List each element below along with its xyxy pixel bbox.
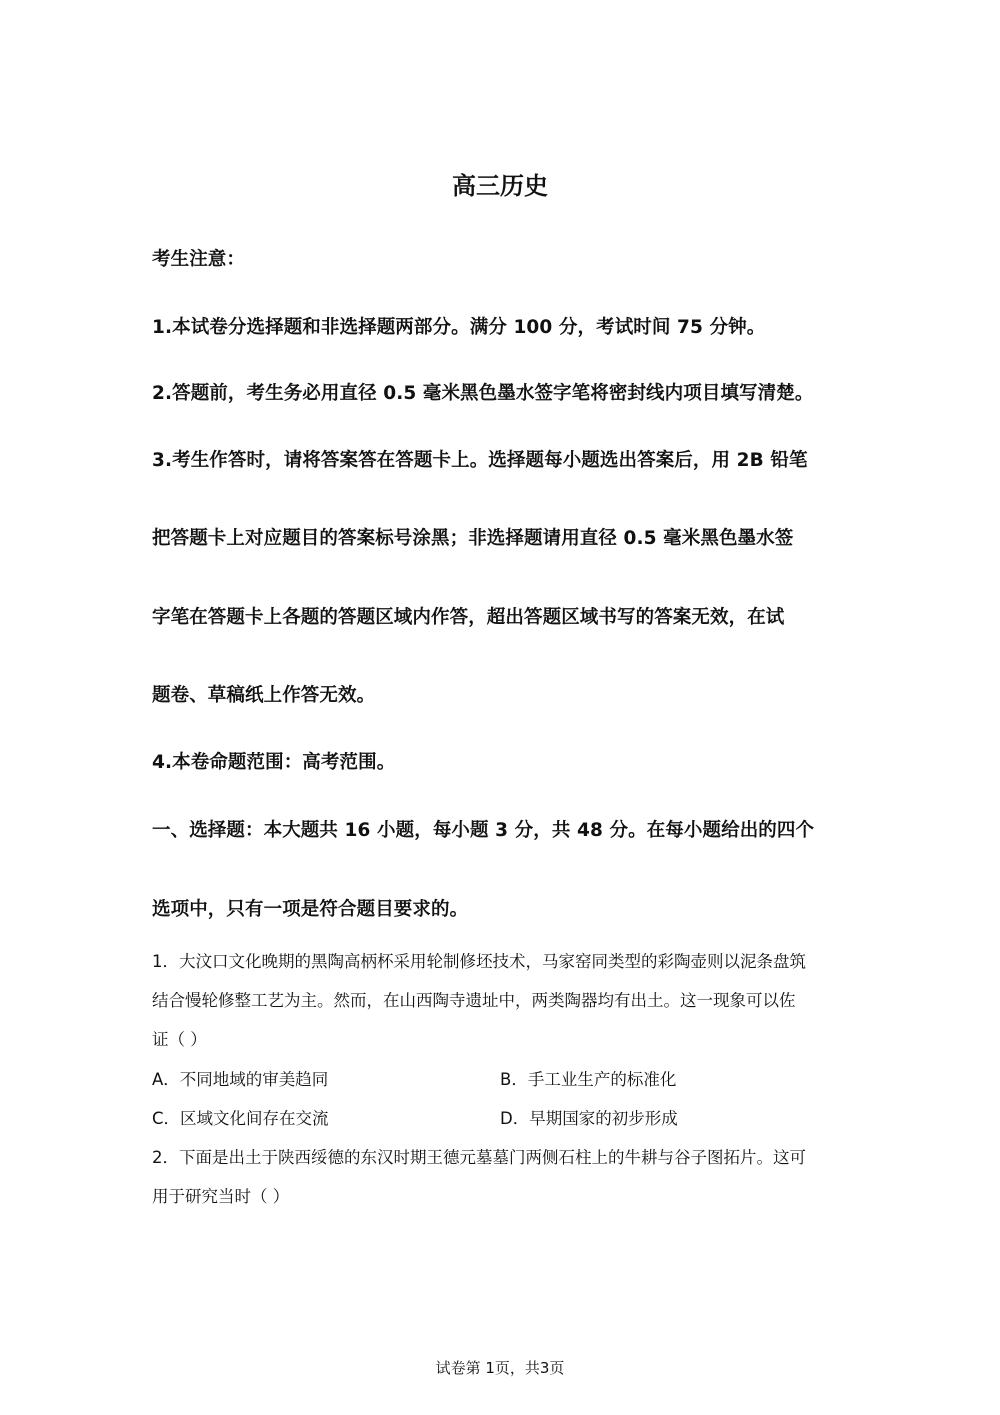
notice-item-1: 1.本试卷分选择题和非选择题两部分。满分 100 分，考试时间 75 分钟。 <box>152 317 766 338</box>
notice-item-3-line-1: 3.考生作答时，请将答案答在答题卡上。选择题每小题选出答案后，用 2B 铅笔 <box>152 450 808 471</box>
notice-heading: 考生注意： <box>152 249 246 270</box>
question-1-option-b: B．手工业生产的标准化 <box>500 1070 677 1089</box>
notice-item-3-line-4: 题卷、草稿纸上作答无效。 <box>152 685 376 706</box>
page-title: 高三历史 <box>452 172 548 200</box>
notice-item-3-line-2: 把答题卡上对应题目的答案标号涂黑；非选择题请用直径 0.5 毫米黑色墨水签 <box>152 528 794 549</box>
section-heading-line-2: 选项中，只有一项是符合题目要求的。 <box>152 899 469 920</box>
question-1-line-3: 证（ ） <box>152 1030 207 1049</box>
section-heading-line-1: 一、选择题：本大题共 16 小题，每小题 3 分，共 48 分。在每小题给出的四个 <box>152 820 815 841</box>
question-2-line-1: 2．下面是出土于陕西绥德的东汉时期王德元墓墓门两侧石柱上的牛耕与谷子图拓片。这可 <box>152 1148 806 1167</box>
question-1-option-d: D．早期国家的初步形成 <box>500 1109 678 1128</box>
notice-item-4: 4.本卷命题范围：高考范围。 <box>152 752 396 773</box>
page-footer: 试卷第 1页，共3页 <box>435 1359 565 1377</box>
question-1-line-2: 结合慢轮修整工艺为主。然而，在山西陶寺遗址中，两类陶器均有出土。这一现象可以佐 <box>152 991 796 1010</box>
question-1-option-a: A．不同地域的审美趋同 <box>152 1070 329 1089</box>
notice-item-3-line-3: 字笔在答题卡上各题的答题区域内作答，超出答题区域书写的答案无效，在试 <box>152 607 785 628</box>
question-1-option-c: C．区域文化间存在交流 <box>152 1109 329 1128</box>
question-1-line-1: 1．大汶口文化晚期的黑陶高柄杯采用轮制修坯技术，马家窑同类型的彩陶壶则以泥条盘筑 <box>152 952 806 971</box>
question-2-line-2: 用于研究当时（ ） <box>152 1187 290 1206</box>
notice-item-2: 2.答题前，考生务必用直径 0.5 毫米黑色墨水签字笔将密封线内项目填写清楚。 <box>152 383 814 404</box>
